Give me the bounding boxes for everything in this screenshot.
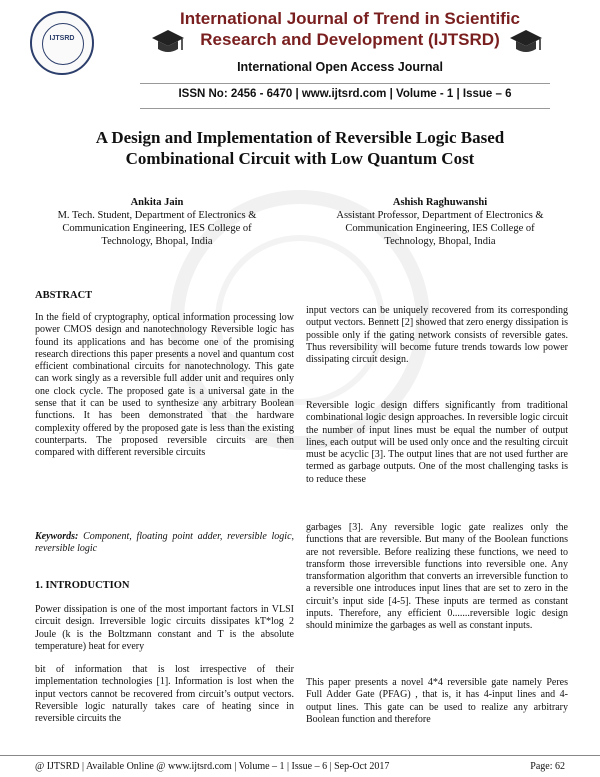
abstract-heading: ABSTRACT xyxy=(35,290,93,301)
author-name: Ankita Jain xyxy=(130,197,184,208)
right-paragraph-2 xyxy=(306,400,568,486)
paper-title-line-1: A Design and Implementation of Reversible Logic Based xyxy=(95,128,505,147)
body-paragraph-text: input vectors can be uniquely recovered from its corresponding output vectors. Bennett [2] showed that zero energy dissipation is possible only if the gating network consists of reversible gates. Thus reversibility will become future trends towards low power dissipating circuit design. xyxy=(306,305,568,366)
page-number: Page: 62 xyxy=(530,761,565,772)
author-affiliation-line: Communication Engineering, IES College of xyxy=(62,223,252,234)
right-paragraph-4 xyxy=(306,677,568,726)
paper-title-line-2: Combinational Circuit with Low Quantum Cost xyxy=(125,149,475,168)
body-paragraph-text: This paper presents a novel 4*4 reversible gate namely Peres Full Adder Gate (PFAG) , that is, it has 4-input lines and 4-output lines. This gate can be used to realize any arbitrary Boolean function and therefore xyxy=(306,677,568,725)
right-paragraph-3 xyxy=(306,522,568,633)
abstract-paragraph: In the field of cryptography, optical information processing low power CMOS design and nanotechnology Reversible logic has found its applications and has become one of the promising research directions this paper presents a novel and quantum cost efficient combinational circuits for nanotechnology. This gate can work singly as a reversible full adder unit and requires only one clock cycle. The proposed gate is a universal gate in the sense that it can be used to synthesize any arbitrary Boolean functions. It has been demonstrated that the hardware complexity offered by the proposed gate is less than the existing counterparts. The proposed reversible circuits are then compared with different reversible circuits xyxy=(35,312,294,459)
author-block-1 xyxy=(22,196,292,248)
author-affiliation-line: Assistant Professor, Department of Electronics & xyxy=(336,210,544,221)
issn-line: ISSN No: 2456 - 6470 | www.ijtsrd.com | Volume - 1 | Issue – 6 xyxy=(178,88,512,100)
right-paragraph-1 xyxy=(306,305,568,366)
footer-citation: @ IJTSRD | Available Online @ www.ijtsrd.com | Volume – 1 | Issue – 6 | Sep-Oct 2017 xyxy=(35,761,390,772)
author-affiliation-line: Technology, Bhopal, India xyxy=(101,236,213,247)
introduction-heading: 1. INTRODUCTION xyxy=(35,580,130,591)
author-affiliation-line: M. Tech. Student, Department of Electronics & xyxy=(57,210,257,221)
body-paragraph-text: Reversible logic design differs significantly from traditional combinational logic design approaches. In reversible logic circuit the number of input lines must be equal the number of output lines, each output will be used only once and the resulting circuit must be acyclic [3]. The output lines that are not used further are termed as garbage outputs. One of the most challenging tasks is to reduce these xyxy=(306,400,568,485)
intro-paragraph-text: Power dissipation is one of the most important factors in VLSI circuit design. Irreversible logic circuits dissipates kT*log 2 Joule (k is the Boltzmann constant and T is the absolute temperature) heat for every xyxy=(35,604,294,652)
abstract-text xyxy=(35,312,294,460)
author-name: Ashish Raghuwanshi xyxy=(392,197,488,208)
keywords-text: Component, floating point adder, reversible logic, reversible logic xyxy=(35,531,295,555)
logo-text: IJTSRD xyxy=(49,35,75,42)
journal-title-line-1: International Journal of Trend in Scientific xyxy=(179,9,521,28)
keywords xyxy=(35,531,294,556)
page-footer xyxy=(0,755,600,777)
journal-subtitle: International Open Access Journal xyxy=(237,60,443,74)
journal-header xyxy=(0,0,600,110)
author-affiliation-line: Communication Engineering, IES College of xyxy=(345,223,535,234)
journal-title-line-2: Research and Development (IJTSRD) xyxy=(200,30,500,49)
paper-title xyxy=(40,127,560,169)
keywords-label: Keywords: xyxy=(35,531,79,542)
intro-paragraph-text: bit of information that is lost irrespective of their implementation technologies [1]. Information is lost when the input vectors cannot be recovered from circuit’s output vectors. Reversible logic naturally takes care of heating since in reversible circuits the xyxy=(35,664,294,725)
logo-ring xyxy=(42,23,84,65)
journal-title xyxy=(170,8,530,50)
intro-paragraph-2 xyxy=(35,664,294,725)
body-paragraph-text: garbages [3]. Any reversible logic gate realizes only the functions that are reversible. But many of the Boolean functions are not reversible. Before realizing these functions, we need to transform those irreversible functions into reversible one. Any transformation algorithm that converts an irreversible function to a reversible one introduces input lines that are set to zero in the circuit’s input side [4-5]. These inputs are termed as constant inputs. Therefore, any efficient 0.......reversible logic design should minimize the garbages as well as constant inputs. xyxy=(306,522,568,632)
intro-paragraph-1 xyxy=(35,604,294,653)
journal-logo xyxy=(30,11,94,75)
author-block-2 xyxy=(305,196,575,248)
author-affiliation-line: Technology, Bhopal, India xyxy=(384,236,496,247)
